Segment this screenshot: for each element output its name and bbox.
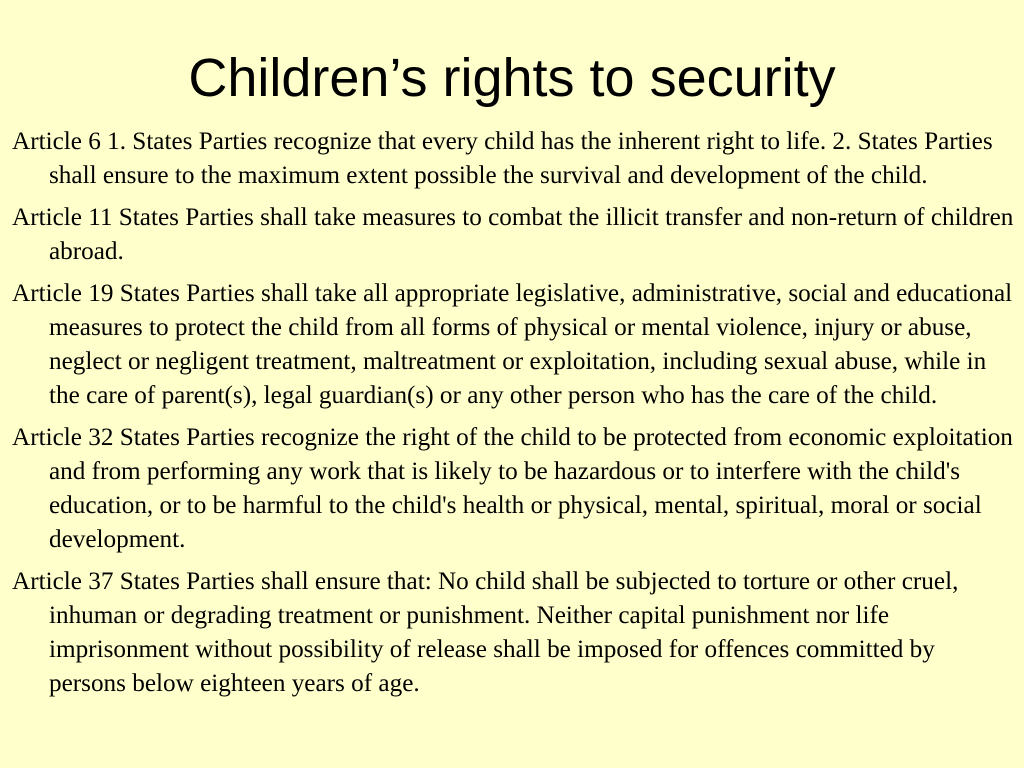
article-11-paragraph: Article 11 States Parties shall take measures to combat the illicit transfer and non-return of children abroad. — [12, 204, 1014, 265]
article-37-paragraph: Article 37 States Parties shall ensure that: No child shall be subjected to torture or other cruel, inhuman or degrading treatment or punishment. Neither capital punishment nor life imprisonment without possibility of release shall be imposed for offences committed by persons below eighteen years of age. — [12, 568, 959, 697]
article-6-paragraph: Article 6 1. States Parties recognize that every child has the inherent right to life. 2. States Parties shall ensure to the maximum extent possible the survival and development of the child. — [12, 128, 993, 189]
slide-title: Children’s rights to security — [188, 48, 836, 108]
article-19-paragraph: Article 19 States Parties shall take all appropriate legislative, administrative, social and educational measures to protect the child from all forms of physical or mental violence, injury or abuse, neglect or negligent treatment, maltreatment or exploitation, including sexual abuse, while in the care of parent(s), legal guardian(s) or any other person who has the care of the child. — [12, 280, 1013, 409]
slide-body — [12, 125, 1014, 701]
article-32-paragraph: Article 32 States Parties recognize the right of the child to be protected from economic exploitation and from performing any work that is likely to be hazardous or to interfere with the child's education, or to be harmful to the child's health or physical, mental, spiritual, moral or social development. — [12, 424, 1013, 553]
